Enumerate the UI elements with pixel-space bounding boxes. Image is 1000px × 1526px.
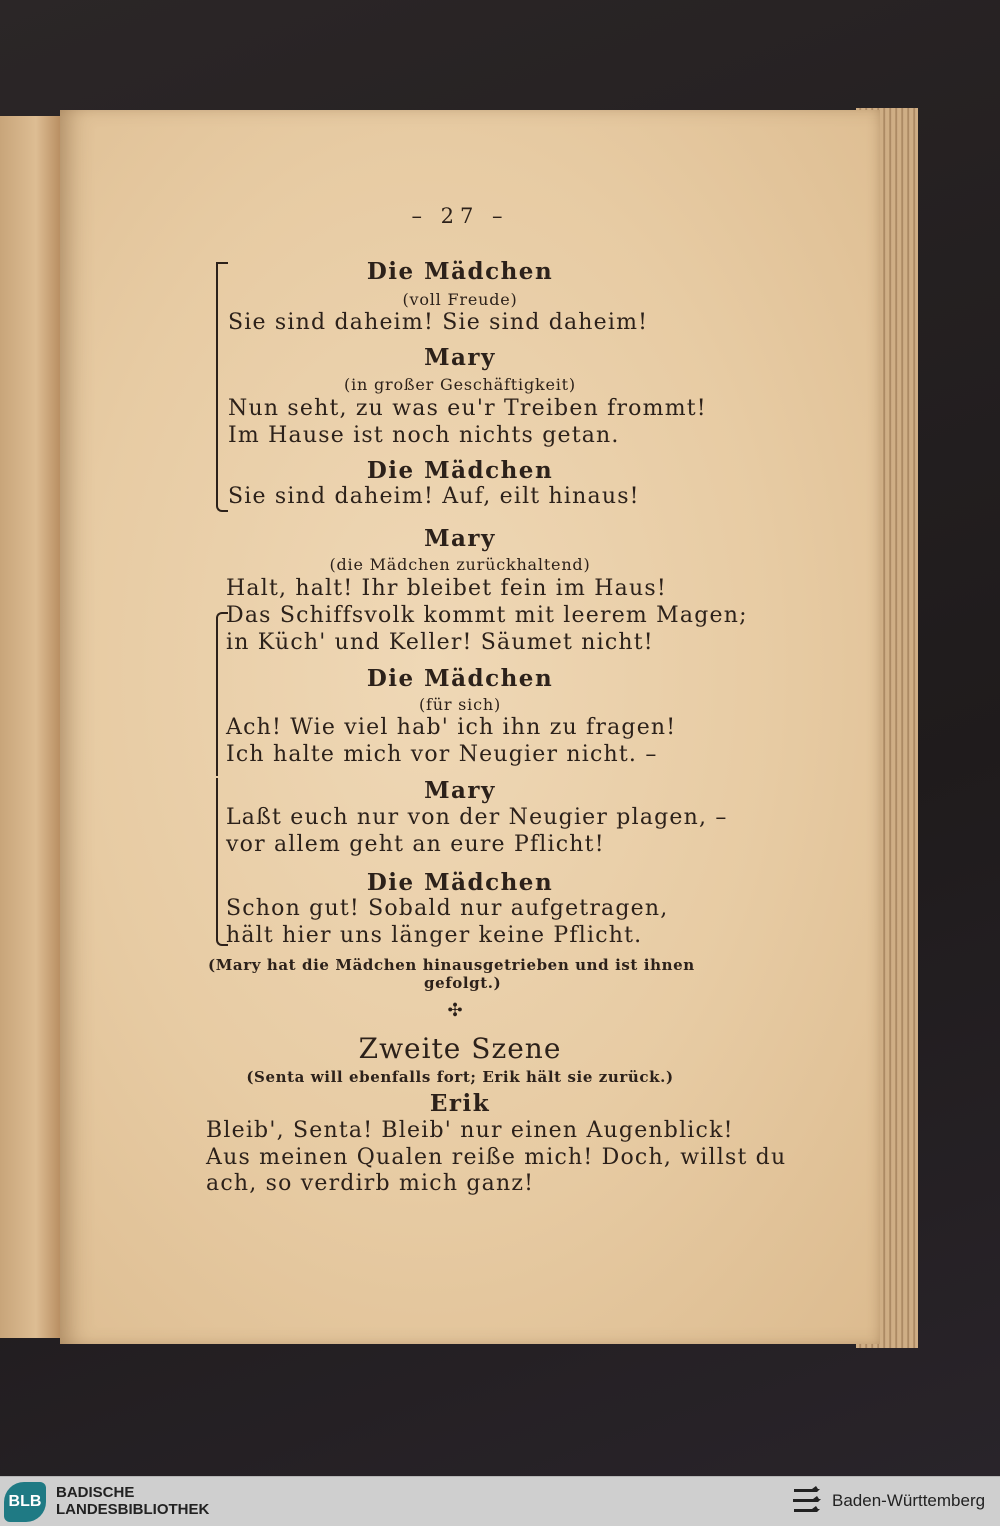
verse-line: Im Hause ist noch nichts getan. — [228, 423, 620, 448]
lions-coat-of-arms-icon[interactable] — [790, 1483, 824, 1519]
state-name[interactable]: Baden-Württemberg — [832, 1491, 986, 1510]
verse-line: Ach! Wie viel hab' ich ihn zu fragen! — [226, 715, 677, 740]
scene-title: Zweite Szene — [358, 1032, 562, 1065]
library-name-line1: BADISCHE — [56, 1484, 135, 1501]
library-name[interactable] — [56, 1484, 209, 1518]
speaker-name: Erik — [429, 1090, 491, 1117]
stage-direction: (für sich) — [418, 695, 502, 714]
viewer-footer — [0, 1476, 1000, 1526]
verse-line: vor allem geht an eure Pflicht! — [226, 832, 605, 857]
library-name-line2: LANDESBIBLIOTHEK — [56, 1501, 210, 1518]
verse-line: Sie sind daheim! Auf, eilt hinaus! — [228, 484, 640, 509]
verse-line: Bleib', Senta! Bleib' nur einen Augenblick! — [206, 1118, 734, 1143]
book-page — [60, 110, 880, 1344]
speaker-name: Die Mädchen — [366, 665, 554, 692]
verse-line: Das Schiffsvolk kommt mit leerem Magen; — [226, 603, 748, 628]
verse-line: Ich halte mich vor Neugier nicht. – — [226, 742, 658, 767]
ornament-icon: ✣ — [447, 1000, 463, 1021]
verse-line: Laßt euch nur von der Neugier plagen, – — [226, 805, 728, 830]
verse-line: hält hier uns länger keine Pflicht. — [226, 923, 643, 948]
speaker-name: Die Mädchen — [366, 457, 554, 484]
speaker-name: Die Mädchen — [366, 869, 554, 896]
verse-line: ach, so verdirb mich ganz! — [206, 1171, 535, 1196]
stage-direction: gefolgt.) — [424, 974, 502, 992]
blb-logo[interactable]: BLB — [4, 1482, 46, 1522]
stage-direction: (Senta will ebenfalls fort; Erik hält sie zurück.) — [246, 1068, 674, 1086]
speaker-name: Mary — [424, 525, 496, 552]
stage-direction: (Mary hat die Mädchen hinausgetrieben und ist ihnen — [208, 956, 695, 974]
speaker-name: Mary — [424, 344, 496, 371]
page-number: – 27 – — [411, 204, 509, 228]
speaker-name: Die Mädchen — [366, 258, 554, 285]
speaker-name: Mary — [424, 777, 496, 804]
stage-direction: (voll Freude) — [402, 290, 518, 309]
stage-direction: (in großer Geschäftigkeit) — [344, 375, 576, 394]
verse-line: Nun seht, zu was eu'r Treiben frommt! — [228, 396, 707, 421]
verse-line: Aus meinen Qualen reiße mich! Doch, willst du — [206, 1145, 787, 1170]
left-page-edge — [0, 116, 62, 1338]
stage-direction: (die Mädchen zurückhaltend) — [329, 555, 591, 574]
verse-line: Sie sind daheim! Sie sind daheim! — [228, 310, 649, 335]
verse-line: in Küch' und Keller! Säumet nicht! — [226, 630, 654, 655]
verse-line: Halt, halt! Ihr bleibet fein im Haus! — [226, 576, 667, 601]
verse-line: Schon gut! Sobald nur aufgetragen, — [226, 896, 669, 921]
